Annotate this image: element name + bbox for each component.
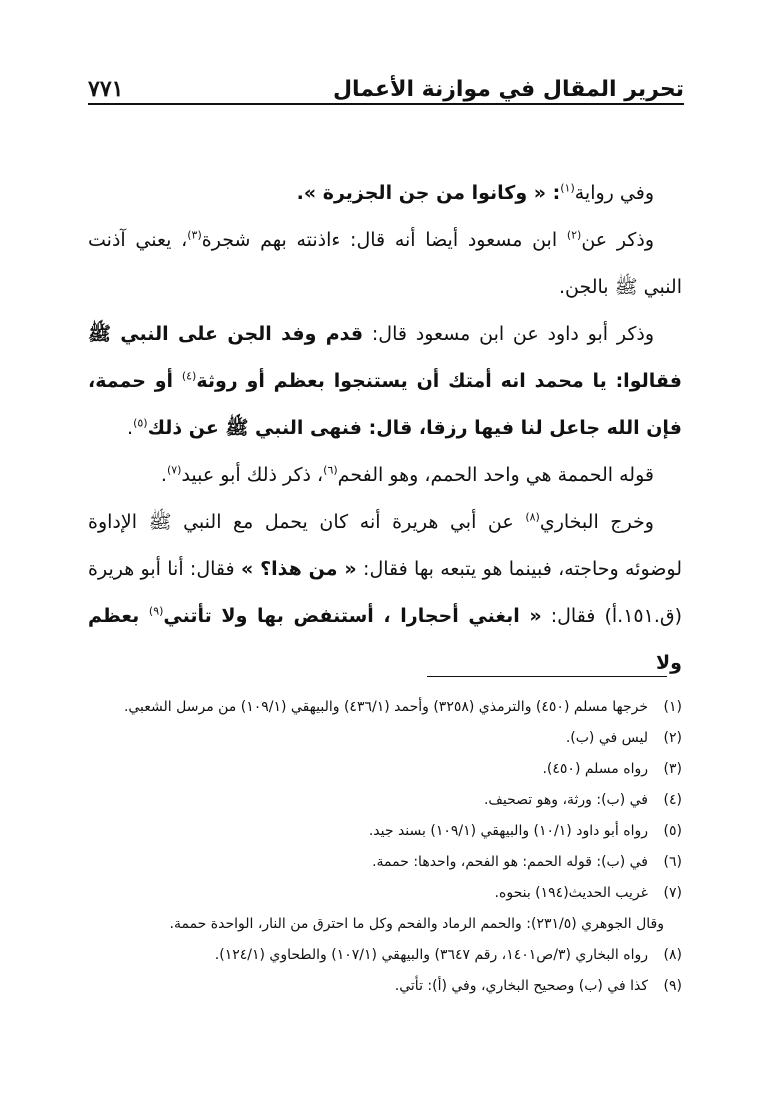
footnote-number: (١) bbox=[663, 699, 682, 715]
footnote-text: رواه البخاري (٣/ص١٤٠١، رقم ٣٦٤٧) والبيهقي (١٠٧/١) والطحاوي (١٢٤/١). bbox=[214, 947, 648, 963]
footnote-ref[interactable]: (٨) bbox=[525, 510, 540, 524]
footnote-continuation bbox=[88, 909, 682, 940]
footnote-item bbox=[88, 816, 682, 847]
text-span: . bbox=[160, 464, 167, 486]
footnote-text: خرجها مسلم (٤٥٠) والترمذي (٣٢٥٨) وأحمد (٤٣٦/١) والبيهقي (١٠٩/١) من مرسل الشعبي. bbox=[123, 699, 648, 715]
hadith-text: أو حممة، فإن الله جاعل لنا فيها رزقا، قال: فنهى النبي ﷺ عن ذلك bbox=[88, 370, 682, 439]
hadith-text: قدم وفد الجن على النبي ﷺ فقالوا: يا محمد انه أمتك أن يستنجوا بعظم أو روثة bbox=[88, 323, 682, 392]
paragraph-1 bbox=[88, 170, 682, 217]
text-span: ، ذكر ذلك أبو عبيد bbox=[181, 464, 324, 486]
footnote-item bbox=[88, 847, 682, 878]
footnote-item bbox=[88, 723, 682, 754]
footnote-ref[interactable]: (٦) bbox=[323, 463, 338, 477]
footnote-text: كذا في (ب) وصحيح البخاري، وفي (أ): تأتي. bbox=[394, 978, 648, 994]
text-span: فقال: أنا أبو هريرة (ق.١٥١.أ) فقال: bbox=[88, 558, 683, 627]
footnote-ref[interactable]: (٧) bbox=[166, 463, 182, 477]
footnote-text: غريب الحديث(١٩٤) بنحوه. bbox=[494, 885, 648, 901]
quote-text: « من هذا؟ » bbox=[240, 558, 357, 580]
main-text bbox=[88, 170, 682, 687]
paragraph-4 bbox=[88, 452, 682, 499]
footnote-item bbox=[88, 940, 682, 971]
text-span: وخرج البخاري bbox=[539, 511, 654, 533]
text-span: ابن مسعود أيضا أنه قال: ءاذنته بهم شجرة bbox=[201, 229, 567, 251]
footnote-text: وقال الجوهري (٢٣١/٥): والحمم الرماد والفحم وكل ما احترق من النار، الواحدة حممة. bbox=[169, 916, 664, 932]
footnote-ref[interactable]: (٢) bbox=[566, 228, 582, 242]
footnote-number: (٩) bbox=[663, 978, 682, 994]
footnote-number: (٦) bbox=[663, 854, 682, 870]
header-rule bbox=[88, 103, 684, 105]
text-span: عن أبي هريرة أنه كان يحمل مع النبي ﷺ الإداوة لوضوئه وحاجته، فبينما هو يتبعه بها فقال: bbox=[88, 511, 682, 580]
page-number: ٧٧١ bbox=[88, 76, 124, 102]
footnote-ref[interactable]: (١) bbox=[560, 181, 575, 195]
paragraph-5 bbox=[88, 499, 682, 687]
text-span: قوله الحممة هي واحد الحمم، وهو الفحم bbox=[337, 464, 654, 486]
footnote-item bbox=[88, 692, 682, 723]
running-header bbox=[88, 68, 684, 102]
footnote-text: في (ب): ورثة، وهو تصحيف. bbox=[483, 792, 648, 808]
text-span: ، يعني آذنت النبي ﷺ بالجن. bbox=[88, 229, 682, 298]
footnote-text: في (ب): قوله الحمم: هو الفحم، واحدها: حممة. bbox=[372, 854, 648, 870]
paragraph-3 bbox=[88, 311, 682, 452]
footnotes bbox=[88, 692, 682, 1002]
quote-text: « ابغني أحجارا ، أستنفض بها ولا تأتني bbox=[163, 605, 542, 627]
footnote-number: (٥) bbox=[663, 823, 682, 839]
footnote-number: (٧) bbox=[663, 885, 682, 901]
footnote-ref[interactable]: (٥) bbox=[133, 416, 148, 430]
footnote-number: (٢) bbox=[663, 730, 682, 746]
footnote-item bbox=[88, 785, 682, 816]
footnote-ref[interactable]: (٣) bbox=[187, 228, 202, 242]
footnote-item bbox=[88, 878, 682, 909]
footnote-ref[interactable]: (٩) bbox=[148, 604, 164, 618]
text-span: وفي رواية bbox=[574, 182, 654, 204]
footnote-text: رواه أبو داود (١٠/١) والبيهقي (١٠٩/١) بسند جيد. bbox=[368, 823, 648, 839]
footnote-item bbox=[88, 754, 682, 785]
text-span: . bbox=[127, 417, 134, 439]
footnote-separator bbox=[427, 676, 667, 677]
text-span: وذكر أبو داود عن ابن مسعود قال: bbox=[363, 323, 655, 345]
footnote-text: رواه مسلم (٤٥٠). bbox=[542, 761, 648, 777]
footnote-number: (٨) bbox=[663, 947, 682, 963]
book-title: تحرير المقال في موازنة الأعمال bbox=[332, 77, 684, 102]
footnote-item bbox=[88, 971, 682, 1002]
footnote-ref[interactable]: (٤) bbox=[181, 369, 197, 383]
quote-text: : « وكانوا من جن الجزيرة ». bbox=[296, 182, 561, 204]
paragraph-2 bbox=[88, 217, 682, 311]
text-span: وذكر عن bbox=[581, 229, 655, 251]
footnote-text: ليس في (ب). bbox=[565, 730, 648, 746]
footnote-number: (٣) bbox=[663, 761, 682, 777]
footnote-number: (٤) bbox=[663, 792, 682, 808]
quote-text: بعظم ولا bbox=[88, 605, 682, 674]
